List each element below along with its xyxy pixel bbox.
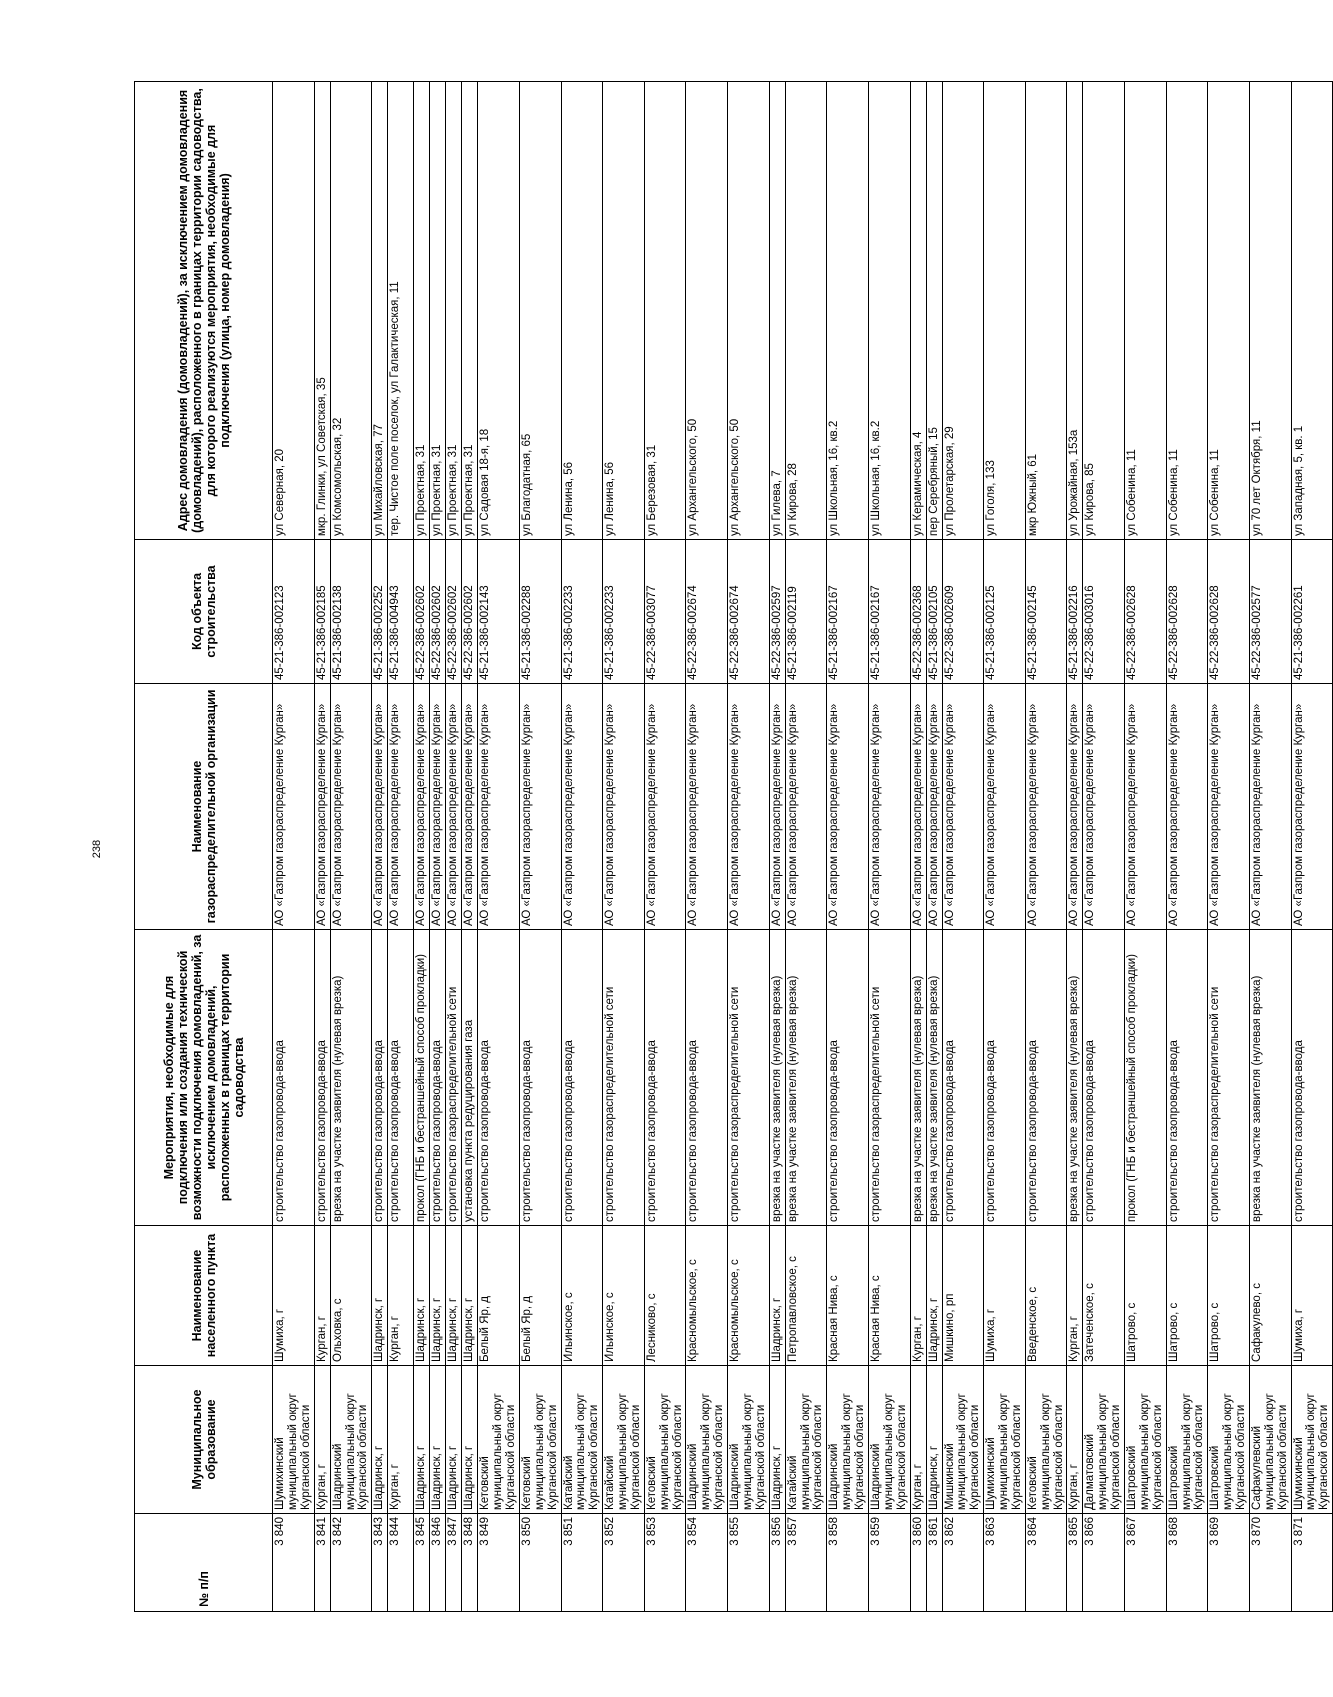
cell-code: 45-21-386-002145: [1025, 540, 1067, 684]
cell-activity: прокол (ГНБ и бестраншейный способ прокладки): [1125, 930, 1167, 1226]
cell-municipality: Шатровский муниципальный округ Курганской области: [1166, 1366, 1208, 1514]
cell-address: ул Березовая, 31: [644, 82, 686, 540]
cell-municipality: Шадринск, г: [372, 1366, 388, 1514]
table-row: [414, 82, 430, 1612]
table-row: [603, 82, 645, 1612]
cell-organization: АО «Газпром газораспределение Курган»: [446, 684, 462, 930]
cell-municipality: Шадринск, г: [769, 1366, 785, 1514]
cell-settlement: Курган, г: [1067, 1226, 1083, 1366]
cell-activity: строительство газопровода-ввода: [942, 930, 984, 1226]
cell-activity: врезка на участке заявителя (нулевая врезка): [1249, 930, 1291, 1226]
cell-activity: установка пункта редуцирования газа: [462, 930, 478, 1226]
cell-settlement: Курган, г: [314, 1226, 330, 1366]
cell-activity: строительство газопровода-ввода: [1025, 930, 1067, 1226]
cell-activity: врезка на участке заявителя (нулевая врезка): [910, 930, 926, 1226]
cell-code: 45-22-386-002628: [1125, 540, 1167, 684]
cell-organization: АО «Газпром газораспределение Курган»: [430, 684, 446, 930]
cell-municipality: Кетовский муниципальный округ Курганской области: [519, 1366, 561, 1514]
cell-settlement: Шадринск, г: [414, 1226, 430, 1366]
cell-activity: строительство газопровода-ввода: [1291, 930, 1333, 1226]
cell-address: ул Собенина, 11: [1208, 82, 1250, 540]
table-row: [926, 82, 942, 1612]
cell-address: ул Собенина, 11: [1166, 82, 1208, 540]
cell-num: 3 853: [644, 1514, 686, 1612]
cell-num: 3 847: [446, 1514, 462, 1612]
cell-code: 45-22-386-002368: [910, 540, 926, 684]
cell-settlement: Мишкино, рп: [942, 1226, 984, 1366]
cell-municipality: Сафакулевский муниципальный округ Курганской области: [1249, 1366, 1291, 1514]
cell-organization: АО «Газпром газораспределение Курган»: [910, 684, 926, 930]
cell-municipality: Шумихинский муниципальный округ Курганской области: [984, 1366, 1026, 1514]
cell-organization: АО «Газпром газораспределение Курган»: [827, 684, 869, 930]
table-row: [330, 82, 372, 1612]
header-address: Адрес домовладения (домовладений), за исключением домовладения (домовладений), расположенного в границах территории садоводства, для которого реализуются мероприятия, необходимые для подключения (улица, номер домовладения): [135, 82, 273, 540]
cell-municipality: Катайский муниципальный округ Курганской области: [561, 1366, 603, 1514]
table-row: [1083, 82, 1125, 1612]
table-row: [827, 82, 869, 1612]
cell-settlement: Ильинское, с: [603, 1226, 645, 1366]
cell-num: 3 865: [1067, 1514, 1083, 1612]
table-row: [1125, 82, 1167, 1612]
table-row: [1249, 82, 1291, 1612]
header-code: Код объекта строительства: [135, 540, 273, 684]
cell-code: 45-22-386-002577: [1249, 540, 1291, 684]
cell-activity: строительство газораспределительной сети: [868, 930, 910, 1226]
cell-organization: АО «Газпром газораспределение Курган»: [273, 684, 315, 930]
cell-code: 45-22-386-003016: [1083, 540, 1125, 684]
cell-activity: строительство газопровода-ввода: [1083, 930, 1125, 1226]
table-row: [785, 82, 827, 1612]
table-row: [910, 82, 926, 1612]
page-number: 238: [91, 839, 103, 859]
cell-address: ул Проектная, 31: [414, 82, 430, 540]
table-row: [273, 82, 315, 1612]
cell-municipality: Далматовский муниципальный округ Курганской области: [1083, 1366, 1125, 1514]
cell-municipality: Шумихинский муниципальный округ Курганской области: [273, 1366, 315, 1514]
cell-municipality: Кетовский муниципальный округ Курганской области: [478, 1366, 520, 1514]
cell-code: 45-21-386-002119: [785, 540, 827, 684]
cell-num: 3 857: [785, 1514, 827, 1612]
cell-num: 3 848: [462, 1514, 478, 1612]
cell-address: мкр Южный, 61: [1025, 82, 1067, 540]
cell-organization: АО «Газпром газораспределение Курган»: [372, 684, 388, 930]
cell-municipality: Шадринск, г: [414, 1366, 430, 1514]
cell-num: 3 870: [1249, 1514, 1291, 1612]
cell-code: 45-22-386-002602: [462, 540, 478, 684]
cell-activity: прокол (ГНБ и бестраншейный способ прокладки): [414, 930, 430, 1226]
cell-num: 3 846: [430, 1514, 446, 1612]
cell-address: ул Проектная, 31: [462, 82, 478, 540]
cell-organization: АО «Газпром газораспределение Курган»: [1125, 684, 1167, 930]
cell-code: 45-21-386-004943: [388, 540, 414, 684]
cell-activity: врезка на участке заявителя (нулевая врезка): [926, 930, 942, 1226]
cell-num: 3 861: [926, 1514, 942, 1612]
header-num: № п/п: [135, 1514, 273, 1612]
cell-settlement: Шадринск, г: [372, 1226, 388, 1366]
table-row: [388, 82, 414, 1612]
cell-organization: АО «Газпром газораспределение Курган»: [414, 684, 430, 930]
cell-address: ул Садовая 18-я, 18: [478, 82, 520, 540]
cell-municipality: Шадринск, г: [430, 1366, 446, 1514]
cell-organization: АО «Газпром газораспределение Курган»: [1208, 684, 1250, 930]
cell-activity: строительство газопровода-ввода: [478, 930, 520, 1226]
cell-code: 45-21-386-002125: [984, 540, 1026, 684]
cell-municipality: Шадринск, г: [462, 1366, 478, 1514]
cell-activity: строительство газопровода-ввода: [984, 930, 1026, 1226]
cell-municipality: Курган, г: [910, 1366, 926, 1514]
cell-organization: АО «Газпром газораспределение Курган»: [519, 684, 561, 930]
cell-organization: АО «Газпром газораспределение Курган»: [1291, 684, 1333, 930]
cell-activity: строительство газопровода-ввода: [827, 930, 869, 1226]
cell-activity: строительство газораспределительной сети: [446, 930, 462, 1226]
cell-organization: АО «Газпром газораспределение Курган»: [603, 684, 645, 930]
cell-organization: АО «Газпром газораспределение Курган»: [644, 684, 686, 930]
cell-activity: строительство газораспределительной сети: [603, 930, 645, 1226]
cell-address: ул Урожайная, 153а: [1067, 82, 1083, 540]
cell-activity: строительство газопровода-ввода: [1166, 930, 1208, 1226]
cell-code: 45-22-386-002602: [414, 540, 430, 684]
cell-address: ул Проектная, 31: [446, 82, 462, 540]
table-row: [942, 82, 984, 1612]
cell-code: 45-21-386-002105: [926, 540, 942, 684]
cell-municipality: Шатровский муниципальный округ Курганской области: [1125, 1366, 1167, 1514]
cell-num: 3 864: [1025, 1514, 1067, 1612]
cell-activity: строительство газопровода-ввода: [519, 930, 561, 1226]
cell-address: ул Северная, 20: [273, 82, 315, 540]
cell-address: ул Гоголя, 133: [984, 82, 1026, 540]
cell-settlement: Шатрово, с: [1208, 1226, 1250, 1366]
table-row: [446, 82, 462, 1612]
cell-settlement: Шатрово, с: [1166, 1226, 1208, 1366]
cell-activity: строительство газопровода-ввода: [644, 930, 686, 1226]
cell-code: 45-21-386-002288: [519, 540, 561, 684]
table-row: [644, 82, 686, 1612]
cell-activity: строительство газопровода-ввода: [388, 930, 414, 1226]
cell-municipality: Шадринский муниципальный округ Курганской области: [728, 1366, 770, 1514]
cell-code: 45-21-386-002252: [372, 540, 388, 684]
cell-activity: строительство газопровода-ввода: [686, 930, 728, 1226]
table-row: [430, 82, 446, 1612]
table-row: [372, 82, 388, 1612]
cell-num: 3 843: [372, 1514, 388, 1612]
cell-address: ул Благодатная, 65: [519, 82, 561, 540]
cell-municipality: Шадринский муниципальный округ Курганской области: [330, 1366, 372, 1514]
cell-address: ул Собенина, 11: [1125, 82, 1167, 540]
cell-code: 45-21-386-002123: [273, 540, 315, 684]
cell-settlement: Красная Нива, с: [827, 1226, 869, 1366]
cell-address: ул Ленина, 56: [603, 82, 645, 540]
cell-municipality: Шумихинский муниципальный округ Курганской области: [1291, 1366, 1333, 1514]
table-row: [561, 82, 603, 1612]
cell-municipality: Кетовский муниципальный округ Курганской области: [1025, 1366, 1067, 1514]
cell-code: 45-22-386-002628: [1166, 540, 1208, 684]
table-row: [478, 82, 520, 1612]
cell-address: ул Проектная, 31: [430, 82, 446, 540]
cell-municipality: Шадринский муниципальный округ Курганской области: [827, 1366, 869, 1514]
cell-organization: АО «Газпром газораспределение Курган»: [769, 684, 785, 930]
cell-code: 45-21-386-002167: [827, 540, 869, 684]
cell-municipality: Мишкинский муниципальный округ Курганской области: [942, 1366, 984, 1514]
cell-num: 3 866: [1083, 1514, 1125, 1612]
cell-activity: врезка на участке заявителя (нулевая врезка): [785, 930, 827, 1226]
cell-organization: АО «Газпром газораспределение Курган»: [868, 684, 910, 930]
cell-municipality: Курган, г: [314, 1366, 330, 1514]
cell-municipality: Курган, г: [1067, 1366, 1083, 1514]
table-row: [984, 82, 1026, 1612]
table-row: [314, 82, 330, 1612]
cell-num: 3 842: [330, 1514, 372, 1612]
cell-settlement: Введенское, с: [1025, 1226, 1067, 1366]
cell-address: ул Школьная, 16, кв.2: [827, 82, 869, 540]
cell-code: 45-21-386-002138: [330, 540, 372, 684]
cell-municipality: Шадринск, г: [446, 1366, 462, 1514]
cell-address: ул Комсомольская, 32: [330, 82, 372, 540]
cell-address: ул Кирова, 85: [1083, 82, 1125, 540]
cell-address: ул Архангельского, 50: [686, 82, 728, 540]
cell-address: ул Гилева, 7: [769, 82, 785, 540]
cell-code: 45-21-386-002233: [603, 540, 645, 684]
cell-activity: врезка на участке заявителя (нулевая врезка): [1067, 930, 1083, 1226]
table-row: [1166, 82, 1208, 1612]
cell-municipality: Шатровский муниципальный округ Курганской области: [1208, 1366, 1250, 1514]
cell-address: ул Архангельского, 50: [728, 82, 770, 540]
cell-code: 45-22-386-002609: [942, 540, 984, 684]
table-row: [769, 82, 785, 1612]
cell-address: ул 70 лет Октября, 11: [1249, 82, 1291, 540]
cell-activity: врезка на участке заявителя (нулевая врезка): [769, 930, 785, 1226]
cell-settlement: Сафакулево, с: [1249, 1226, 1291, 1366]
cell-settlement: Шатрово, с: [1125, 1226, 1167, 1366]
cell-num: 3 863: [984, 1514, 1026, 1612]
cell-organization: АО «Газпром газораспределение Курган»: [388, 684, 414, 930]
cell-activity: строительство газораспределительной сети: [1208, 930, 1250, 1226]
cell-organization: АО «Газпром газораспределение Курган»: [728, 684, 770, 930]
table-row: [1025, 82, 1067, 1612]
cell-settlement: Шумиха, г: [1291, 1226, 1333, 1366]
cell-num: 3 871: [1291, 1514, 1333, 1612]
cell-code: 45-22-386-002602: [446, 540, 462, 684]
header-settlement: Наименование населенного пункта: [135, 1226, 273, 1366]
cell-settlement: Ильинское, с: [561, 1226, 603, 1366]
cell-settlement: Белый Яр, д: [478, 1226, 520, 1366]
cell-num: 3 868: [1166, 1514, 1208, 1612]
cell-settlement: Шумиха, г: [273, 1226, 315, 1366]
cell-address: тер. Чистое поле поселок, ул Галактическая, 11: [388, 82, 414, 540]
cell-organization: АО «Газпром газораспределение Курган»: [1025, 684, 1067, 930]
cell-code: 45-22-386-002674: [686, 540, 728, 684]
header-organization: Наименование газораспределительной организации: [135, 684, 273, 930]
table-row: [1208, 82, 1250, 1612]
cell-address: ул Ленина, 56: [561, 82, 603, 540]
cell-organization: АО «Газпром газораспределение Курган»: [984, 684, 1026, 930]
cell-organization: АО «Газпром газораспределение Курган»: [1249, 684, 1291, 930]
cell-settlement: Лесниково, с: [644, 1226, 686, 1366]
cell-activity: строительство газопровода-ввода: [314, 930, 330, 1226]
cell-num: 3 845: [414, 1514, 430, 1612]
cell-municipality: Шадринск, г: [926, 1366, 942, 1514]
cell-num: 3 854: [686, 1514, 728, 1612]
cell-num: 3 858: [827, 1514, 869, 1612]
cell-organization: АО «Газпром газораспределение Курган»: [330, 684, 372, 930]
cell-settlement: Белый Яр, д: [519, 1226, 561, 1366]
cell-settlement: Шадринск, г: [926, 1226, 942, 1366]
cell-code: 45-22-386-003077: [644, 540, 686, 684]
cell-organization: АО «Газпром газораспределение Курган»: [686, 684, 728, 930]
table-row: [462, 82, 478, 1612]
cell-address: ул Пролетарская, 29: [942, 82, 984, 540]
cell-num: 3 869: [1208, 1514, 1250, 1612]
cell-organization: АО «Газпром газораспределение Курган»: [926, 684, 942, 930]
cell-num: 3 844: [388, 1514, 414, 1612]
cell-activity: строительство газопровода-ввода: [372, 930, 388, 1226]
table-row: [728, 82, 770, 1612]
cell-num: 3 849: [478, 1514, 520, 1612]
cell-code: 45-21-386-002185: [314, 540, 330, 684]
cell-code: 45-22-386-002628: [1208, 540, 1250, 684]
cell-num: 3 852: [603, 1514, 645, 1612]
table-row: [1291, 82, 1333, 1612]
header-municipality: Муниципальное образование: [135, 1366, 273, 1514]
rotated-page-content: [134, 82, 1331, 1612]
cell-num: 3 856: [769, 1514, 785, 1612]
cell-settlement: Красномыльское, с: [686, 1226, 728, 1366]
cell-activity: врезка на участке заявителя (нулевая врезка): [330, 930, 372, 1226]
cell-address: ул Школьная, 16, кв.2: [868, 82, 910, 540]
cell-settlement: Красная Нива, с: [868, 1226, 910, 1366]
table-row: [868, 82, 910, 1612]
cell-organization: АО «Газпром газораспределение Курган»: [478, 684, 520, 930]
header-activity: Мероприятия, необходимые для подключения или создания технической возможности подключения домовладений, за исключением домовладений, расположенных в границах территории садоводства: [135, 930, 273, 1226]
cell-municipality: Шадринский муниципальный округ Курганской области: [686, 1366, 728, 1514]
cell-code: 45-22-386-002597: [769, 540, 785, 684]
cell-code: 45-22-386-002602: [430, 540, 446, 684]
cell-num: 3 851: [561, 1514, 603, 1612]
cell-organization: АО «Газпром газораспределение Курган»: [1067, 684, 1083, 930]
cell-code: 45-21-386-002261: [1291, 540, 1333, 684]
cell-code: 45-21-386-002167: [868, 540, 910, 684]
cell-municipality: Катайский муниципальный округ Курганской области: [603, 1366, 645, 1514]
cell-address: ул Керамическая, 4: [910, 82, 926, 540]
table-body: [273, 82, 1333, 1612]
cell-code: 45-21-386-002233: [561, 540, 603, 684]
cell-settlement: Шадринск, г: [769, 1226, 785, 1366]
cell-organization: АО «Газпром газораспределение Курган»: [1083, 684, 1125, 930]
cell-activity: строительство газопровода-ввода: [273, 930, 315, 1226]
cell-organization: АО «Газпром газораспределение Курган»: [942, 684, 984, 930]
cell-num: 3 859: [868, 1514, 910, 1612]
cell-municipality: Кетовский муниципальный округ Курганской области: [644, 1366, 686, 1514]
cell-settlement: Шадринск, г: [446, 1226, 462, 1366]
table-header: [135, 82, 273, 1612]
cell-settlement: Затеченское, с: [1083, 1226, 1125, 1366]
cell-municipality: Шадринский муниципальный округ Курганской области: [868, 1366, 910, 1514]
cell-num: 3 860: [910, 1514, 926, 1612]
table-row: [1067, 82, 1083, 1612]
cell-settlement: Красномыльское, с: [728, 1226, 770, 1366]
cell-code: 45-21-386-002216: [1067, 540, 1083, 684]
cell-code: 45-21-386-002143: [478, 540, 520, 684]
cell-settlement: Шумиха, г: [984, 1226, 1026, 1366]
gas-connection-table: [134, 81, 1333, 1612]
cell-address: пер Серебряный, 15: [926, 82, 942, 540]
cell-organization: АО «Газпром газораспределение Курган»: [561, 684, 603, 930]
cell-municipality: Катайский муниципальный округ Курганской области: [785, 1366, 827, 1514]
cell-address: ул Михайловская, 77: [372, 82, 388, 540]
cell-address: ул Кирова, 28: [785, 82, 827, 540]
cell-num: 3 840: [273, 1514, 315, 1612]
cell-code: 45-22-386-002674: [728, 540, 770, 684]
cell-settlement: Шадринск, г: [462, 1226, 478, 1366]
cell-settlement: Петропавловское, с: [785, 1226, 827, 1366]
cell-num: 3 850: [519, 1514, 561, 1612]
cell-settlement: Ольховка, с: [330, 1226, 372, 1366]
cell-address: мкр. Глинки, ул Советская, 35: [314, 82, 330, 540]
cell-organization: АО «Газпром газораспределение Курган»: [1166, 684, 1208, 930]
table-row: [519, 82, 561, 1612]
cell-municipality: Курган, г: [388, 1366, 414, 1514]
cell-activity: строительство газопровода-ввода: [561, 930, 603, 1226]
cell-activity: строительство газопровода-ввода: [430, 930, 446, 1226]
cell-organization: АО «Газпром газораспределение Курган»: [785, 684, 827, 930]
cell-num: 3 862: [942, 1514, 984, 1612]
cell-num: 3 841: [314, 1514, 330, 1612]
cell-settlement: Курган, г: [388, 1226, 414, 1366]
cell-settlement: Шадринск, г: [430, 1226, 446, 1366]
cell-num: 3 855: [728, 1514, 770, 1612]
cell-num: 3 867: [1125, 1514, 1167, 1612]
cell-settlement: Курган, г: [910, 1226, 926, 1366]
table-row: [686, 82, 728, 1612]
cell-organization: АО «Газпром газораспределение Курган»: [314, 684, 330, 930]
cell-organization: АО «Газпром газораспределение Курган»: [462, 684, 478, 930]
cell-activity: строительство газораспределительной сети: [728, 930, 770, 1226]
cell-address: ул Западная, 5, кв. 1: [1291, 82, 1333, 540]
